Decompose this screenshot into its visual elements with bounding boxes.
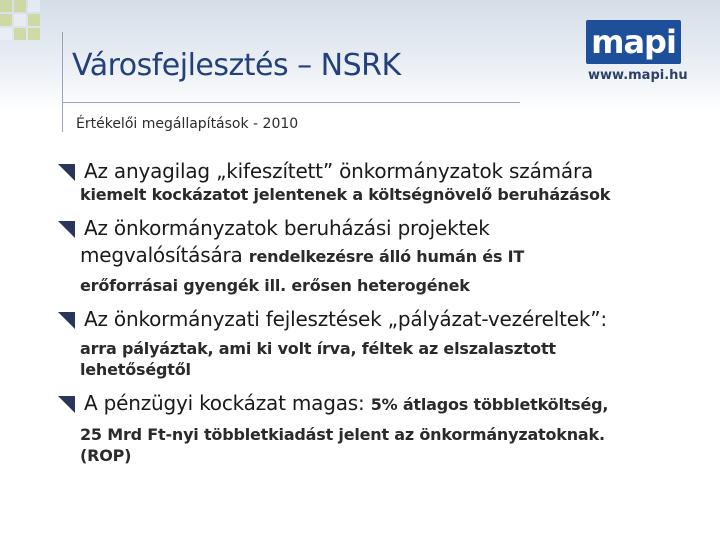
bullet-marker-icon: [58, 312, 75, 329]
bullet-item-4: [58, 390, 698, 466]
mapi-logo: [586, 20, 681, 64]
title-horizontal-divider: [62, 102, 520, 103]
logo-text: mapi: [591, 23, 676, 61]
logo-url: www.mapi.hu: [588, 68, 688, 83]
decorative-squares: [0, 0, 40, 40]
bullet-1-main: Az anyagilag „kifeszített” önkormányzatok számára: [84, 159, 594, 183]
bullet-item-2: [58, 215, 698, 296]
bullet-3-sub-line1: arra pályáztak, ami ki volt írva, féltek az elszalasztott: [80, 339, 556, 358]
bullet-marker-icon: [58, 396, 75, 413]
slide-subtitle: Értékelői megállapítások - 2010: [76, 116, 299, 132]
bullet-item-3: [58, 306, 698, 380]
bullet-list: [58, 158, 698, 466]
bullet-4-sub-line2: (ROP): [80, 446, 132, 465]
bullet-4-main: A pénzügyi kockázat magas:: [84, 391, 365, 415]
bullet-marker-icon: [58, 221, 75, 238]
bullet-3-main: Az önkormányzati fejlesztések „pályázat-vezéreltek”:: [84, 307, 607, 331]
bullet-marker-icon: [58, 164, 75, 181]
bullet-3-sub-line2: lehetőségtől: [80, 360, 191, 379]
bullet-4-main-line: [84, 390, 698, 418]
bullet-4-main-bold: 5% átlagos többletköltség,: [370, 395, 609, 414]
bullet-2-sub: erőforrásai gyengék ill. erősen heterogének: [80, 276, 470, 295]
bullet-1-sub: kiemelt kockázatot jelentenek a költségnövelő beruházások: [80, 185, 611, 204]
bullet-item-1: [58, 158, 698, 205]
bullet-2-main-line2: [80, 241, 698, 269]
slide-title: Városfejlesztés – NSRK: [72, 48, 401, 83]
bullet-4-sub-line1: 25 Mrd Ft-nyi többletkiadást jelent az önkormányzatoknak.: [80, 425, 605, 444]
bullet-2-main2: megvalósítására: [80, 243, 243, 267]
bullet-2-main2-bold: rendelkezésre álló humán és IT: [248, 247, 525, 266]
bullet-2-main: Az önkormányzatok beruházási projektek: [84, 216, 490, 240]
title-vertical-divider: [62, 32, 63, 132]
